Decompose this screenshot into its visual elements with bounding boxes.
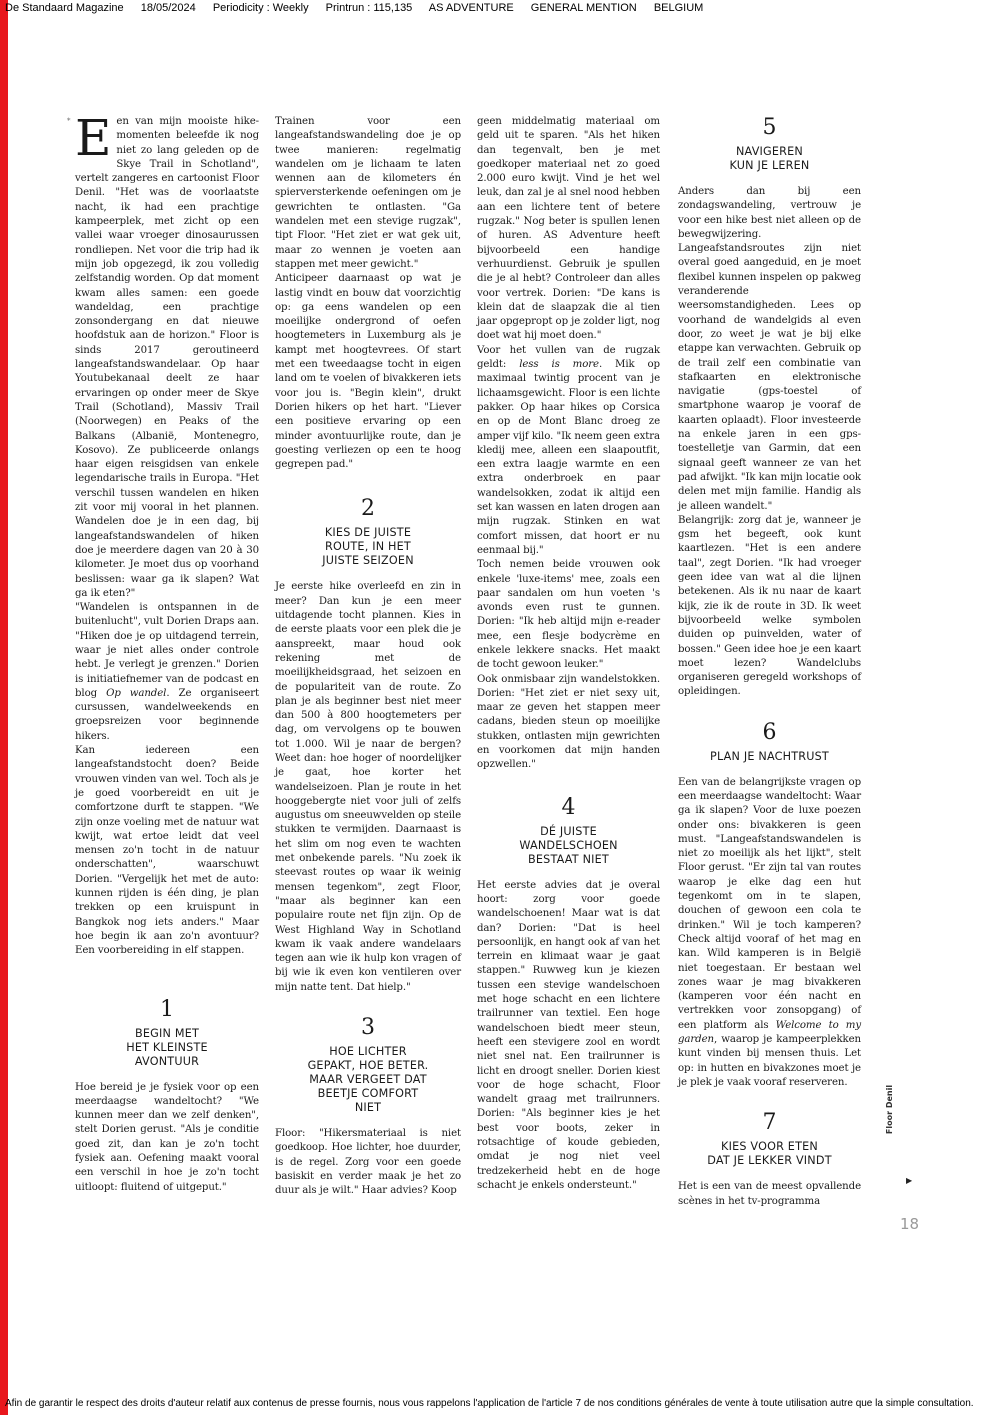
section-number: 7: [762, 1110, 777, 1136]
press-header: [5, 2, 995, 16]
country: BELGIUM: [653, 2, 704, 14]
section-6-heading: [678, 720, 861, 764]
section-6-text-b: , waarop je kampeerplekken kunt vinden bij mensen thuis. Let op: in hutten en bivakzones moet je je plek je vaak vooraf reserveren.: [678, 1034, 861, 1088]
section-number: 2: [361, 496, 375, 522]
section-4-heading: [477, 795, 660, 867]
section-number: 6: [762, 719, 777, 745]
section-3-heading: [275, 1015, 461, 1115]
section-2-heading: [275, 496, 461, 568]
title-line: BEETJE COMFORT: [317, 1087, 419, 1101]
article-column-2: [275, 115, 461, 1199]
section-2-text: Je eerste hike overleefd en zin in meer? Dan kun je een meer uitdagende tocht plannen. Kies in de eerste plaats voor een plek die je aanspreekt, maar houd ook rekening met de moeilijkheidsgraad, het seizoen en de populariteit van de route. Zo plan je als beginner best niet meer dan 500 à 800 hoogtemeters per dag, om vervolgens op te bouwen tot 1.000. Wil je naar de bergen? Weet dan: hoe hoger of noordelijker je gaat, hoe korter het wandelseizoen. Plan je route in het hooggebergte niet voor juli of zelfs augustus om sneeuwvelden op steile stukken te vermijden. Daarnaast is het slim om nog even te wachten met onbekende parels. "Nu zoek ik steevast routes op waar ik weinig mensen tegenkom", zegt Floor, "maar als beginner kan een populaire route net fijn zijn. Op de West Highland Way in Schotland kwam ik vaak andere wandelaars tegen aan wie ik hulp kon vragen of bij wie ik even kon ventileren over mijn natte tent. Dat hielp.": [275, 581, 462, 993]
title-line: ROUTE, IN HET: [325, 540, 411, 554]
photo-credit-text: Floor Denil: [885, 1084, 895, 1135]
section-title: [275, 526, 461, 568]
walking-sticks-paragraph: Ook onmisbaar zijn wandelstokken. Dorien: "Het ziet er niet sexy uit, maar ze geven het stappen meer cadans, bieden steun op moeilijke stukken, ontlasten mijn gewrichten en voorkomen dat mijn handen opzwellen.": [477, 673, 660, 771]
title-line: BESTAAT NIET: [528, 852, 609, 866]
intro-paragraph-2: [75, 601, 259, 744]
section-title: [678, 750, 861, 764]
brand-mention: AS ADVENTURE: [428, 2, 514, 14]
copyright-footer: Afin de garantir le respect des droits d'auteur relatif aux contenus de presse fournis, nous vous rappelons l'application de l'article 7 de nos conditions générales de vente à toute utilisation autre que la simple consultation.: [5, 1398, 974, 1409]
periodicity: Periodicity : Weekly: [212, 2, 309, 14]
luxury-items-paragraph: Toch nemen beide vrouwen ook enkele 'luxe-items' mee, zoals een paar sandalen om hun voeten 's avonds even rust te gunnen. Dorien: "Ik heb altijd mijn e-reader mee, een flesje bodycrème en enkele lekkere snacks. Het maakt de tocht gewoon leuker.": [477, 559, 660, 671]
intro-paragraph: [75, 109, 259, 601]
backpack-text-b: . Mik op maximaal twintig procent van je lichaamsgewicht. Floor is een lichte pakker. Op haar hikes op Corsica en op de Mont Blanc droeg ze amper vijf kilo. "Ik neem geen extra kledij mee, alleen een slaapoutfit, een extra laagje warmte en een extra onderbroek en paar wandelsokken, zodat ik altijd een set kan wassen en laten drogen aan mijn rugzak. Stinken en wat comfort missen, dat hoort er nu eenmaal bij.": [477, 359, 660, 556]
section-title: [678, 1140, 861, 1168]
title-line: AVONTUUR: [134, 1054, 200, 1068]
less-is-more: less is more: [519, 359, 599, 371]
drop-cap: E: [75, 109, 112, 167]
title-line: HET KLEINSTE: [126, 1040, 208, 1054]
backpack-text-a: Voor het vullen van de rugzak geldt:: [477, 344, 660, 371]
red-margin-bar: [0, 0, 8, 1415]
mention-type: GENERAL MENTION: [530, 2, 637, 14]
intro-text: en van mijn mooiste hike-momenten beleefde ik nog niet zo lang geleden op de Skye Trail in Schotland", vertelt zangeres en cartoonist Floor Denil. "Het was de voorlaatste nacht, ik had een prachtige kampeerplek, met zicht op een vallei waar vroeger dinosaurussen rondliepen. Net voor die trip had ik mijn job opgezegd, ik zou volledig zelfstandig worden. Op dat moment kwam alles samen: een goede wandeldag, een prachtige zonsondergang en dat nieuwe hoofdstuk aan de horizon." Floor is sinds 2017 geroutineerd langeafstandswandelaar. Op haar Youtubekanaal deelt ze haar ervaringen op onder meer de Skye Trail (Schotland), Massiv Trail (Noorwegen) en Peaks of the Balkans (Albanië, Montenegro, Kosovo). Ze publiceerde onlangs haar eigen reisgidsen van enkele legendarische trails in Europa. "Het verschil tussen wandelen en hiken zit voor mij vooral in het plannen. Wandelen doe je in een dag, bij langeafstandswandelen of hiken doe je meerdere dagen van 20 à 30 kilometer. Je moet dus op voorhand beslissen: waar ga ik slapen? Wat ga ik eten?": [75, 116, 259, 599]
title-line: BEGIN MET: [135, 1026, 199, 1040]
asterisk-mark: *: [67, 117, 71, 125]
section-title: [477, 825, 660, 867]
section-number: 4: [561, 794, 576, 820]
section-7-text: Het is een van de meest opvallende scènes in het tv-programma: [678, 1181, 861, 1207]
publication-date: 18/05/2024: [140, 2, 196, 14]
page-number: 18: [900, 1215, 920, 1233]
title-line: MAAR VERGEET DAT: [309, 1073, 427, 1087]
section-6-text-a: Een van de belangrijkste vragen op een meerdaagse wandeltocht: Waar ga ik slapen? Voor de luxe poezen onder ons: bivakkeren is geen must. "Langeafstandswandelen is niet zo moeilijk als het lijkt", stelt Floor gerust. "Er zijn tal van routes waarop je elke dag een hut tegenkomt om in te slapen, douchen of gewoon een cola te drinken." Wil je toch kamperen? Check altijd vooraf of het mag en kan. Wild kamperen is in België niet toegestaan. Er bestaan wel zones waar je mag bivakkeren (kamperen voor één nacht en vertrekken voor zonsopgang) of een platform als: [678, 776, 861, 1031]
section-5-heading: [678, 115, 861, 173]
backpack-paragraph: [477, 344, 660, 558]
section-1-heading: [75, 997, 259, 1069]
section-5-text: Anders dan bij een zondagswandeling, vertrouw je voor een hike best niet alleen op de bewegwijzering. Langeafstandsroutes zijn niet overal goed aangeduid, en je moet flexibel kunnen inspelen op pakweg veranderende weersomstandigheden. Lees op voorhand de wandelgids al even door, zo weet je wat je bij elke etappe kan verwachten. Gebruik op de trail zelf een combinatie van stafkaarten en elektronische navigatie (gps-toestel of smartphone waarop je vooraf de kaarten oplaadt). Floor investeerde na enkele jaren in een gps-toestelletje van Garmin, dat een signaal geeft wanneer ze van het pad afwijkt. "Ik kan mijn locatie ook delen met mijn familie. Handig als je alleen wandelt.": [678, 186, 861, 512]
section-title: [678, 145, 861, 173]
intro-paragraph-3: Kan iedereen een langeafstandstocht doen? Beide vrouwen vinden van wel. Toch als je je goed voorbereidt en uit je comfortzone durft te stappen. "We zijn onze voeling met de natuur wat kwijt, wat ertoe leidt dat veel mensen zo'n tocht in de natuur onderschatten", waarschuwt Dorien. "Vergelijk het met de auto: kunnen rijden is één ding, je plan trekken op een kruispunt in Bangkok nog iets anders." Maar hoe begin ik aan zo'n avontuur? Een voorbereiding in elf stappen.: [75, 745, 259, 957]
title-line: WANDELSCHOEN: [519, 838, 618, 852]
publication-name: De Standaard Magazine: [5, 2, 124, 14]
section-3-text: Floor: "Hikersmateriaal is niet goedkoop. Hoe lichter, hoe duurder, is de regel. Zorg voor een goede basiskit en verder maak je het zo duur als je wilt." Haar advies? Koop: [275, 1128, 461, 1197]
title-line: GEPAKT, HOE BETER.: [307, 1059, 429, 1073]
article-column-1: [75, 109, 259, 1195]
section-number: 1: [160, 996, 174, 1022]
title-line: PLAN JE NACHTRUST: [710, 749, 829, 763]
arrow-right-icon: ▶: [906, 1176, 913, 1185]
title-line: KUN JE LEREN: [729, 159, 810, 172]
article-column-4: [678, 115, 861, 1209]
title-line: KIES DE JUISTE: [324, 526, 412, 540]
section-title: [275, 1045, 461, 1115]
printrun: Printrun : 115,135: [325, 2, 413, 14]
section-1-text: Hoe bereid je je fysiek voor op een meerdaagse wandeltocht? "We kunnen meer dan we zelf denken", stelt Dorien gerust. "Als je conditie goed zit, dan kan je zo'n tocht fysiek aan. Oefening maakt vooral een verschil in hoe je zo'n tocht uitloopt: fluitend of uitgeput.": [75, 1081, 259, 1193]
section-title: [75, 1027, 259, 1069]
intro-text-2b: . Ze organiseert cursussen, wandelweekends en groepsreizen voor beginnende hikers.: [75, 687, 259, 742]
platform-name: Welcome to my garden: [678, 1019, 862, 1046]
podcast-name: Op wandel: [106, 687, 167, 699]
title-line: KIES VOOR ETEN: [721, 1140, 818, 1154]
anticipate-paragraph: Anticipeer daarnaast op wat je lastig vindt en bouw dat voorzichtig op: ga eens wandelen op een moeilijke ondergrond of oefen hoogtemeters in Luxemburg als je kampt met hoogtevrees. Of start met een tweedaagse tocht in eigen land om te voelen of bivakkeren iets voor jou is. "Begin klein", drukt Dorien hikers op het hart. "Liever een positieve ervaring op een minder avontuurlijke route, dan je goesting verliezen op een te hoog gegrepen pad.": [275, 273, 461, 471]
training-paragraph: Trainen voor een langeafstandswandeling doe je op twee manieren: regelmatig wandelen om je lichaam te laten wennen aan de kilometers én spierversterkende oefeningen om je gewrichten te ontlasten. "Ga wandelen met een stevige rugzak", tipt Floor. "Het ziet er wat gek uit, maar zo wennen je voeten aan stappen met meer gewicht.": [275, 116, 461, 270]
section-number: 3: [361, 1015, 375, 1041]
title-line: HOE LICHTER: [329, 1045, 407, 1059]
section-5-text-2: Belangrijk: zorg dat je, wanneer je gsm het begeeft, ook kunt kaartlezen. "Het is een andere taal", zegt Dorien. "Ik had vroeger geen idee van wat al die lijnen betekenen. Als ik nu naar de kaart kijk, zie ik de route in 3D. Ik weet bijvoorbeeld welke symbolen duiden op puinvelden, water of bossen." Geen idee hoe je een kaart moet lezen? Wandelclubs organiseren geregeld workshops of opleidingen.: [678, 514, 861, 698]
title-line: DÉ JUISTE: [540, 824, 597, 838]
title-line: NIET: [354, 1101, 382, 1115]
section-7-heading: [678, 1110, 861, 1168]
photo-credit: [885, 1070, 915, 1160]
title-line: DAT JE LEKKER VINDT: [707, 1154, 832, 1168]
intro-text-2a: "Wandelen is ontspannen in de buitenlucht", vult Dorien Draps aan. "Hiken doe je op uitdagend terrein, waar je niet alles onder controle hebt. Je verlegt je grenzen." Dorien is initiatiefnemer van de podcast en blog: [75, 602, 259, 699]
section-6-text: [678, 776, 861, 1091]
gear-paragraph: geen middelmatig materiaal om geld uit te sparen. "Als het hiken dan tegenvalt, ben je met goedkoper materiaal net zo goed 2.000 euro kwijt. Vind je het wel leuk, dan zal je al snel nood hebben aan een lichtere tent of betere rugzak." Nog beter is spullen lenen of huren. AS Adventure heeft bijvoorbeeld een handige verhuurdienst. Gebruik je spullen die je al hebt? Controleer dan alles voor vertrek. Dorien: "De kans is klein dat de slaapzak die al tien jaar opgepropt op je zolder ligt, nog doet wat hij moet doen.": [477, 116, 660, 342]
title-line: NAVIGEREN: [735, 145, 803, 158]
section-4-text: Het eerste advies dat je overal hoort: zorg voor goede wandelschoenen! Maar wat is dat dan? Dorien: "Dat is heel persoonlijk, en hangt ook af van het terrein en klimaat waar je gaat stappen." Ruwweg kun je kiezen tussen een stevige wandelschoen met hoge schacht en een lichtere trailrunner van textiel. Een hoge wandelschoen biedt meer steun, heeft een stevigere zool en wordt niet snel nat. Een trailrunner is licht en droogt sneller. Dorien kiest voor de hoge schacht, Floor wandelt graag met trailrunners. Dorien: "Als beginner kies je het best voor boots, zeker in rotsachtige of koude gebieden, omdat je nog niet veel tredzekerheid hebt en de hoge schacht je enkels ondersteunt.": [477, 879, 660, 1191]
title-line: JUISTE SEIZOEN: [322, 554, 414, 568]
section-number: 5: [762, 115, 777, 140]
article-column-3: [477, 115, 660, 1193]
